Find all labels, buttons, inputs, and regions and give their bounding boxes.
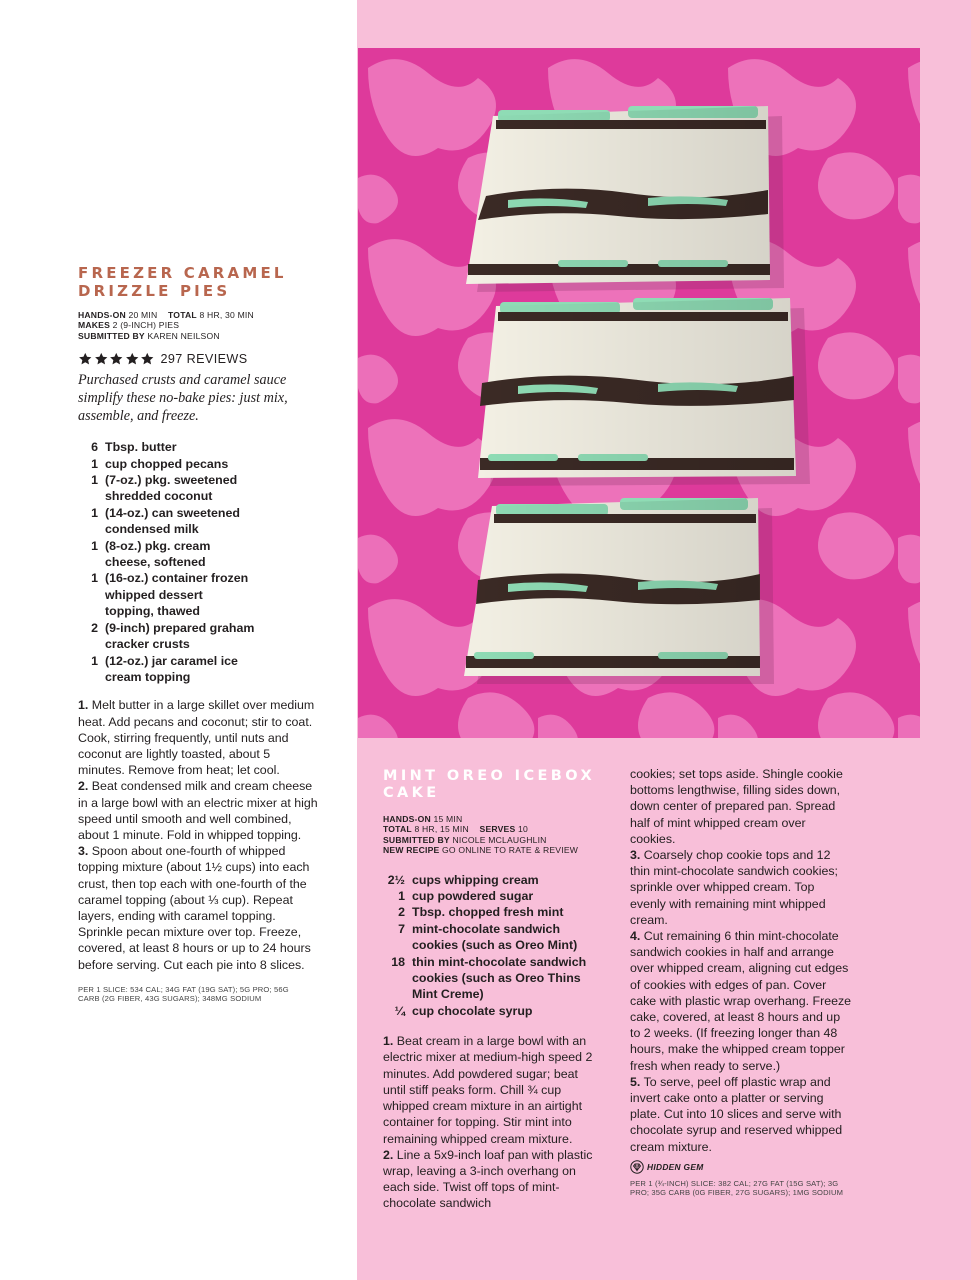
ingredient-qty: 2	[398, 905, 405, 920]
cake-photo	[358, 48, 920, 738]
submitted-label: SUBMITTED BY	[78, 330, 145, 341]
instruction-step	[630, 847, 852, 928]
ingredient-item	[78, 505, 318, 538]
instructions	[78, 697, 318, 972]
star-rating[interactable]	[78, 352, 155, 366]
instruction-step	[630, 928, 852, 1074]
ingredient-text: (8-oz.) pkg. cream cheese, softened	[105, 538, 211, 570]
mint-oreo-recipe-continued	[630, 766, 852, 1198]
ingredient-qty: 6	[91, 440, 98, 455]
ingredient-qty: 1	[91, 653, 98, 668]
hands-on-label: HANDS-ON	[78, 310, 126, 320]
submitted-value: KAREN NEILSON	[147, 330, 220, 341]
ingredient-text: cup chopped pecans	[105, 456, 229, 471]
cake-slice-1	[466, 106, 784, 292]
step-text: Melt butter in a large skillet over medium heat. Add pecans and coconut; stir to coat. Cook, stirring frequently, until nuts and coconut are lightly toasted, about 5 minutes. Remove from heat; let cool.	[78, 698, 315, 778]
hidden-gem-badge	[630, 1160, 852, 1174]
ingredient-list	[78, 439, 318, 685]
ingredient-item	[78, 456, 318, 472]
step-text: Line a 5x9-inch loaf pan with plastic wrap, leaving a 3-inch overhang on each side. Twist off tops of mint-chocolate sandwich	[383, 1147, 593, 1211]
mint-oreo-recipe	[383, 768, 603, 1212]
ingredient-text: (14-oz.) can sweetened condensed milk	[105, 505, 240, 537]
submitted-value: NICOLE MCLAUGHLIN	[452, 834, 547, 845]
step-text: Spoon about one-fourth of whipped topping mixture (about 1½ cups) into each crust, then top each with one-fourth of the caramel topping (about ⅓ cup). Repeat layers, ending with caramel topping. Sprinkle pecan mixture over top. Freeze, covered, at least 8 hours or up to 24 hours before serving. Cut each pie into 8 slices.	[78, 844, 311, 972]
ingredient-text: (12-oz.) jar caramel ice cream topping	[105, 653, 238, 684]
ingredient-text: (9-inch) prepared graham cracker crusts	[105, 620, 255, 652]
ingredient-qty: 1	[91, 505, 98, 520]
cake-slice-3	[464, 498, 774, 684]
star-icon	[140, 352, 155, 366]
ingredient-text: cup powdered sugar	[412, 889, 534, 904]
step-number: 2.	[78, 779, 89, 794]
instruction-step	[383, 1033, 603, 1146]
step-text: To serve, peel off plastic wrap and invert cake onto a platter or serving plate. Cut into 10 slices and serve with chocolate syrup and reserved whipped cream mixture.	[630, 1074, 843, 1154]
total-value: 8 HR, 15 MIN	[414, 824, 469, 835]
instruction-step	[383, 1147, 603, 1212]
star-icon	[78, 352, 93, 366]
ingredient-item	[78, 620, 318, 653]
ingredient-item	[78, 653, 318, 686]
star-icon	[125, 352, 140, 366]
ingredient-qty: 2½	[387, 872, 405, 887]
step-text: Beat condensed milk and cream cheese in a large bowl with an electric mixer at high speed until smooth and well combined, about 1 minute. Fold in whipped topping.	[78, 779, 318, 842]
instructions-part-2	[630, 766, 852, 1155]
ingredient-item	[78, 472, 318, 505]
step-number: 1.	[78, 698, 89, 713]
serves-label: SERVES	[479, 824, 516, 835]
total-value: 8 HR, 30 MIN	[199, 310, 254, 320]
ingredient-text: thin mint-chocolate sandwich cookies (such as Oreo Thins Mint Creme)	[412, 954, 587, 1002]
instruction-step	[78, 778, 318, 843]
step-text: Coarsely chop cookie tops and 12 thin mint-chocolate sandwich cookies; sprinkle over whipped cream. Top evenly with remaining mint whipped cream.	[630, 848, 838, 927]
step-number: 2.	[383, 1147, 394, 1162]
ingredient-item	[383, 904, 603, 920]
ingredient-item	[78, 538, 318, 571]
star-icon	[94, 352, 109, 366]
hidden-gem-label: HIDDEN GEM	[647, 1161, 704, 1172]
mint-oreo-cake-illustration	[358, 48, 920, 738]
step-number: 3.	[78, 844, 89, 859]
instruction-step	[78, 697, 318, 778]
ingredient-item	[78, 570, 318, 619]
submitted-label: SUBMITTED BY	[383, 834, 450, 845]
ingredient-text: cup chocolate syrup	[412, 1003, 533, 1018]
ingredient-list	[383, 872, 603, 1020]
ingredient-item	[383, 1003, 603, 1019]
nutrition-info: PER 1 (¾-INCH) SLICE: 382 CAL; 27G FAT (15G SAT); 3G PRO; 35G CARB (0G FIBER, 27G SUGARS); 1MG SODIUM	[630, 1178, 844, 1198]
step-text: Cut remaining 6 thin mint-chocolate sandwich cookies in half and arrange over whipped cream, aligning cut edges of cookies with edges of pan. Cover cake with plastic wrap overhang. Freeze cake, covered, at least 8 hours and up to 2 weeks. (If freezing longer than 48 hours, make the whipped cream topper fresh when ready to serve.)	[630, 929, 852, 1073]
ingredient-qty: ¼	[394, 1003, 405, 1018]
step-number: 1.	[383, 1034, 394, 1049]
step-text: cookies; set tops aside. Shingle cookie bottoms lengthwise, filling sides down, down center of prepared pan. Spread half of mint whipped cream over cookies.	[630, 767, 843, 846]
total-label: TOTAL	[168, 310, 197, 320]
step-number: 4.	[630, 929, 641, 944]
ingredient-text: mint-chocolate sandwich cookies (such as Oreo Mint)	[412, 921, 578, 953]
total-label: TOTAL	[383, 824, 412, 835]
step-number: 3.	[630, 848, 641, 863]
ingredient-qty: 1	[91, 473, 98, 488]
hands-on-value: 20 MIN	[128, 310, 158, 320]
ingredient-text: cups whipping cream	[412, 872, 539, 887]
instruction-step	[630, 1074, 852, 1155]
ingredient-text: (16-oz.) container frozen whipped dessert topping, thawed	[105, 571, 249, 619]
ingredient-qty: 1	[398, 889, 405, 904]
new-recipe-link[interactable]: GO ONLINE TO RATE & REVIEW	[442, 845, 579, 856]
nutrition-info: PER 1 SLICE: 534 CAL; 34G FAT (19G SAT); 5G PRO; 56G CARB (2G FIBER, 43G SUGARS); 348MG SODIUM	[78, 984, 289, 1004]
ingredient-item	[383, 888, 603, 904]
star-icon	[109, 352, 124, 366]
hands-on-label: HANDS-ON	[383, 814, 431, 824]
ingredient-item	[78, 439, 318, 455]
reviews-count[interactable]: 297 REVIEWS	[160, 352, 248, 367]
hands-on-value: 15 MIN	[433, 814, 463, 824]
step-number: 5.	[630, 1074, 641, 1089]
ingredient-text: (7-oz.) pkg. sweetened shredded coconut	[105, 473, 238, 504]
gem-icon	[630, 1160, 644, 1174]
step-text: Beat cream in a large bowl with an electric mixer at medium-high speed 2 minutes. Add powdered sugar; beat until stiff peaks form. Chill ¾ cup whipped cream mixture in an airtight container for topping. Stir mint into remaining whipped cream mixture.	[383, 1034, 593, 1146]
ingredient-text: Tbsp. butter	[105, 440, 177, 455]
serves-value: 10	[518, 824, 528, 835]
recipe-intro: Purchased crusts and caramel sauce simplify these no-bake pies: just mix, assemble, and freeze.	[78, 372, 288, 425]
freezer-caramel-recipe	[78, 264, 318, 1004]
ingredient-qty: 1	[91, 571, 98, 586]
recipe-title: FREEZER CARAMEL DRIZZLE PIES	[78, 264, 287, 300]
ingredient-qty: 1	[91, 456, 98, 471]
ingredient-item	[383, 872, 603, 888]
cake-slice-2	[478, 298, 810, 486]
recipe-meta	[383, 814, 603, 856]
recipe-meta	[78, 310, 318, 341]
ingredient-text: Tbsp. chopped fresh mint	[412, 905, 564, 920]
ingredient-item	[383, 954, 603, 1003]
makes-value: 2 (9-INCH) PIES	[112, 320, 180, 331]
makes-label: MAKES	[78, 320, 111, 331]
ingredient-qty: 2	[91, 620, 98, 635]
instruction-step	[78, 843, 318, 973]
ingredient-qty: 1	[91, 538, 98, 553]
new-recipe-label: NEW RECIPE	[383, 845, 440, 856]
ingredient-item	[383, 921, 603, 954]
instruction-step	[630, 766, 852, 847]
instructions-part-1	[383, 1033, 603, 1211]
recipe-title: MINT OREO ICEBOX CAKE	[383, 768, 596, 801]
ingredient-qty: 18	[391, 954, 405, 969]
ingredient-qty: 7	[398, 921, 405, 936]
rating[interactable]	[78, 351, 318, 367]
